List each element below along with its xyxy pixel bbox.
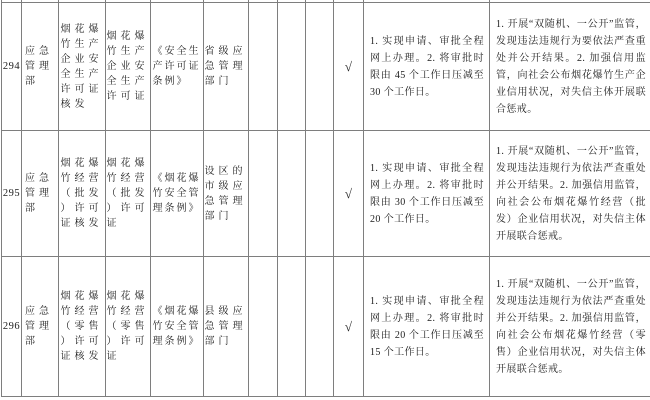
license-name-cell <box>106 257 151 397</box>
reform-measures-text: 1. 实现申请、审批全程网上办理。2. 将审批时限由 20 个工作日压减至 15 个工作日。 <box>370 295 484 358</box>
item-name-text: 烟花爆竹经营（零售）许可证核发 <box>60 291 103 362</box>
item-name-cell <box>59 131 106 257</box>
license-name-cell <box>106 131 151 257</box>
license-name-cell <box>106 3 151 131</box>
supervision-measures-cell <box>490 131 650 257</box>
row-number-cell: 296 <box>2 257 22 397</box>
department-cell <box>22 131 59 257</box>
empty-cell <box>249 257 278 397</box>
item-name-cell <box>59 3 106 131</box>
row-number-cell: 294 <box>2 3 22 131</box>
item-name-text: 烟花爆竹经营（批发）许可证核发 <box>60 158 103 229</box>
empty-cell <box>249 131 278 257</box>
department-text: 应急管理部 <box>25 46 53 87</box>
department-text: 应急管理部 <box>25 173 53 214</box>
checkmark-cell: √ <box>334 3 364 131</box>
checkmark-cell: √ <box>334 131 364 257</box>
supervision-measures-text: 1. 开展“双随机、一公开”监管，发现违法违规行为要依法严查重处并公开结果。2. 加强信用监管，向社会公布烟花爆竹生产企业信用状况，对失信主体开展联合惩戒。 <box>496 18 646 115</box>
department-cell <box>22 3 59 131</box>
approval-items-table <box>1 0 650 397</box>
authority-cell <box>204 257 249 397</box>
table-row-296 <box>2 257 650 397</box>
empty-cell <box>278 131 306 257</box>
department-cell <box>22 257 59 397</box>
reform-measures-cell <box>364 131 490 257</box>
item-name-cell <box>59 257 106 397</box>
legal-basis-text: 《安全生产许可证条例》 <box>152 46 201 87</box>
authority-text: 省级应急管理部门 <box>204 46 247 87</box>
reform-measures-cell <box>364 3 490 131</box>
empty-cell <box>306 131 334 257</box>
reform-measures-cell <box>364 257 490 397</box>
reform-measures-text: 1. 实现申请、审批全程网上办理。2. 将审批时限由 30 个工作日压减至 20 个工作日。 <box>370 162 484 225</box>
row-number-cell: 295 <box>2 131 22 257</box>
legal-basis-text: 《烟花爆竹安全管理条例》 <box>152 173 201 214</box>
empty-cell <box>249 3 278 131</box>
supervision-measures-cell <box>490 3 650 131</box>
authority-cell <box>204 131 249 257</box>
authority-cell <box>204 3 249 131</box>
empty-cell <box>306 257 334 397</box>
license-name-text: 烟花爆竹经营（零售）许可证 <box>106 291 149 362</box>
item-name-text: 烟花爆竹生产企业安全生产许可证核发 <box>60 23 103 110</box>
legal-basis-cell <box>151 3 204 131</box>
license-name-text: 烟花爆竹经营（批发）许可证 <box>106 158 149 229</box>
empty-cell <box>278 3 306 131</box>
reform-measures-text: 1. 实现申请、审批全程网上办理。2. 将审批时限由 45 个工作日压减至 30 个工作日。 <box>370 35 484 98</box>
authority-text: 设区的市级应急管理部门 <box>204 165 247 222</box>
table-row-295 <box>2 131 650 257</box>
license-name-text: 烟花爆竹生产企业安全生产许可证 <box>106 31 149 102</box>
table-row-294 <box>2 3 650 131</box>
legal-basis-cell <box>151 131 204 257</box>
legal-basis-cell <box>151 257 204 397</box>
empty-cell <box>278 257 306 397</box>
authority-text: 县级应急管理部门 <box>204 306 247 347</box>
checkmark-cell: √ <box>334 257 364 397</box>
department-text: 应急管理部 <box>25 306 53 347</box>
empty-cell <box>306 3 334 131</box>
legal-basis-text: 《烟花爆竹安全管理条例》 <box>152 306 201 347</box>
supervision-measures-text: 1. 开展“双随机、一公开”监管，发现违法违规行为依法严查重处并公开结果。2. 加强信用监管，向社会公布烟花爆竹经营（批发）企业信用状况，对失信主体开展联合惩戒。 <box>496 145 646 242</box>
supervision-measures-cell <box>490 257 650 397</box>
supervision-measures-text: 1. 开展“双随机、一公开”监管，发现违法违规行为依法严查重处并公开结果。2. 加强信用监管，向社会公布烟花爆竹经营（零售）企业信用状况，对失信主体开展联合惩戒。 <box>496 278 646 375</box>
